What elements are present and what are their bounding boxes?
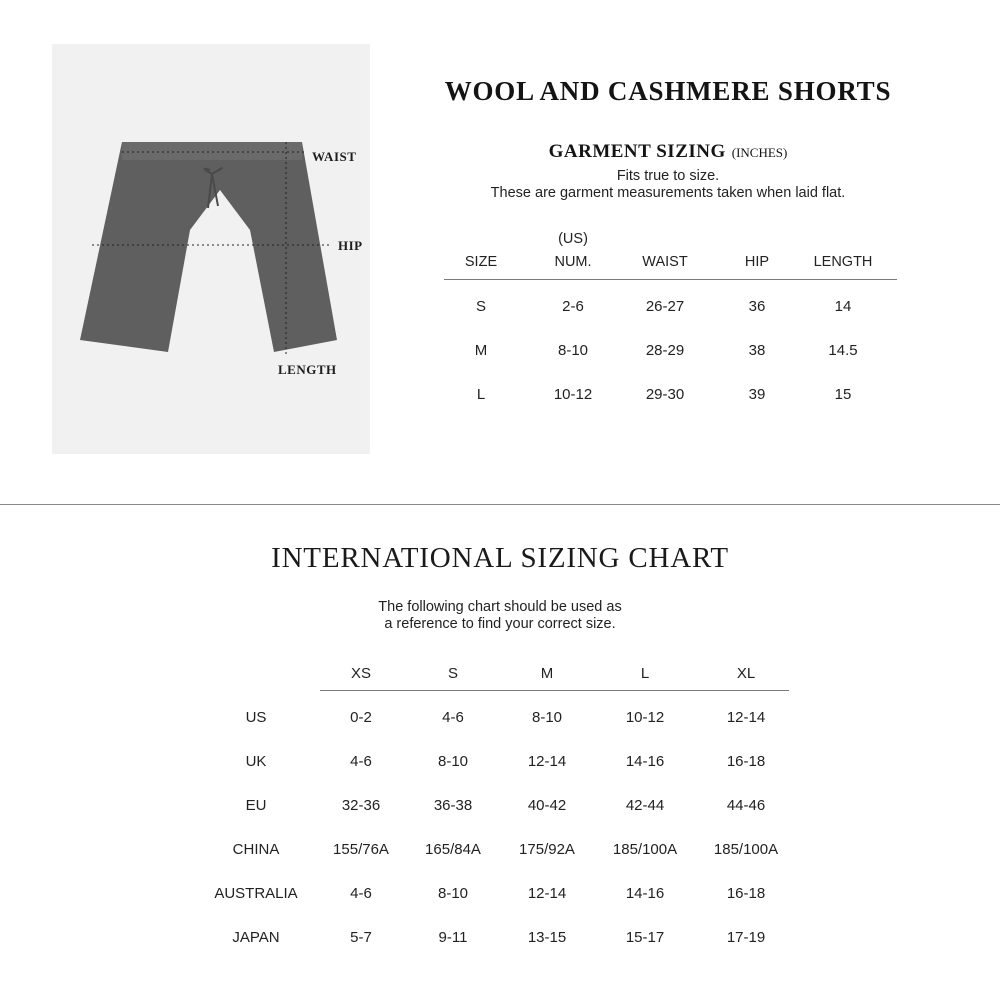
intl-cell: 9-11 <box>438 929 468 946</box>
garment-sizing-heading <box>400 141 936 163</box>
intl-cell: 8-10 <box>437 885 469 902</box>
garment-cell: L <box>476 386 486 403</box>
intl-cell: 14-16 <box>625 753 665 770</box>
intl-row-label: EU <box>245 797 267 814</box>
intl-row-label: US <box>245 709 267 726</box>
intl-cell: 13-15 <box>527 929 567 946</box>
garment-cell: 28-29 <box>645 342 685 359</box>
garment-header-top-1: (US) <box>558 231 588 247</box>
garment-cell: 10-12 <box>553 386 593 403</box>
waist-label: WAIST <box>312 149 357 164</box>
garment-header-4: LENGTH <box>813 254 873 270</box>
intl-cell: 4-6 <box>350 753 372 770</box>
intl-row-label: AUSTRALIA <box>214 885 298 902</box>
garment-table-header-rule <box>444 279 897 280</box>
intl-cell: 16-18 <box>726 753 766 770</box>
intl-cell: 14-16 <box>625 885 665 902</box>
garment-header-1: NUM. <box>554 254 592 270</box>
intl-cell: 42-44 <box>625 797 665 814</box>
intl-cell: 4-6 <box>442 709 464 726</box>
fit-note: Fits true to size. <box>616 168 720 184</box>
intl-row-label: UK <box>245 753 267 770</box>
garment-sizing-unit: (INCHES) <box>731 145 788 160</box>
garment-cell: 8-10 <box>557 342 589 359</box>
intl-cell: 17-19 <box>726 929 766 946</box>
garment-cell: 26-27 <box>645 298 685 315</box>
garment-header-3: HIP <box>744 254 770 270</box>
shorts-illustration <box>52 44 370 454</box>
intl-note-line2: a reference to find your correct size. <box>384 616 616 632</box>
intl-note-line1: The following chart should be used as <box>378 599 622 615</box>
international-title: INTERNATIONAL SIZING CHART <box>271 542 729 574</box>
garment-cell: 39 <box>748 386 766 403</box>
intl-cell: 32-36 <box>341 797 381 814</box>
intl-row-label: JAPAN <box>232 929 280 946</box>
intl-column-header: XL <box>736 665 756 682</box>
intl-cell: 12-14 <box>527 753 567 770</box>
intl-cell: 155/76A <box>333 841 389 858</box>
intl-cell: 40-42 <box>527 797 567 814</box>
intl-table-header-rule <box>320 690 789 691</box>
intl-cell: 185/100A <box>713 841 779 858</box>
page-title: WOOL AND CASHMERE SHORTS <box>444 76 892 106</box>
intl-cell: 12-14 <box>527 885 567 902</box>
garment-cell: 14 <box>834 298 852 315</box>
shorts-shape <box>80 142 337 352</box>
intl-cell: 175/92A <box>519 841 575 858</box>
garment-cell: S <box>475 298 487 315</box>
garment-cell: M <box>474 342 488 359</box>
intl-column-header: L <box>640 665 650 682</box>
intl-cell: 15-17 <box>625 929 665 946</box>
intl-cell: 44-46 <box>726 797 766 814</box>
garment-cell: 38 <box>748 342 766 359</box>
garment-cell: 15 <box>834 386 852 403</box>
intl-row-label: CHINA <box>232 841 280 858</box>
intl-cell: 4-6 <box>350 885 372 902</box>
intl-column-header: S <box>447 665 459 682</box>
garment-sizing-title: GARMENT SIZING <box>548 141 726 162</box>
garment-cell: 36 <box>748 298 766 315</box>
intl-cell: 12-14 <box>726 709 766 726</box>
intl-cell: 16-18 <box>726 885 766 902</box>
intl-cell: 5-7 <box>350 929 372 946</box>
intl-cell: 165/84A <box>425 841 481 858</box>
length-label: LENGTH <box>278 362 337 377</box>
hip-label: HIP <box>338 238 363 253</box>
intl-cell: 36-38 <box>433 797 473 814</box>
product-image-panel <box>52 44 370 454</box>
intl-cell: 0-2 <box>350 709 372 726</box>
intl-cell: 185/100A <box>612 841 678 858</box>
intl-cell: 8-10 <box>437 753 469 770</box>
intl-cell: 8-10 <box>531 709 563 726</box>
intl-column-header: XS <box>350 665 372 682</box>
garment-header-0: SIZE <box>464 254 498 270</box>
section-divider <box>0 504 1000 505</box>
intl-column-header: M <box>540 665 554 682</box>
garment-cell: 29-30 <box>645 386 685 403</box>
garment-cell: 2-6 <box>562 298 584 315</box>
waistband-shape <box>122 142 302 160</box>
measurement-note: These are garment measurements taken when laid flat. <box>490 185 846 201</box>
garment-cell: 14.5 <box>828 342 858 359</box>
intl-cell: 10-12 <box>625 709 665 726</box>
garment-header-2: WAIST <box>642 254 688 270</box>
